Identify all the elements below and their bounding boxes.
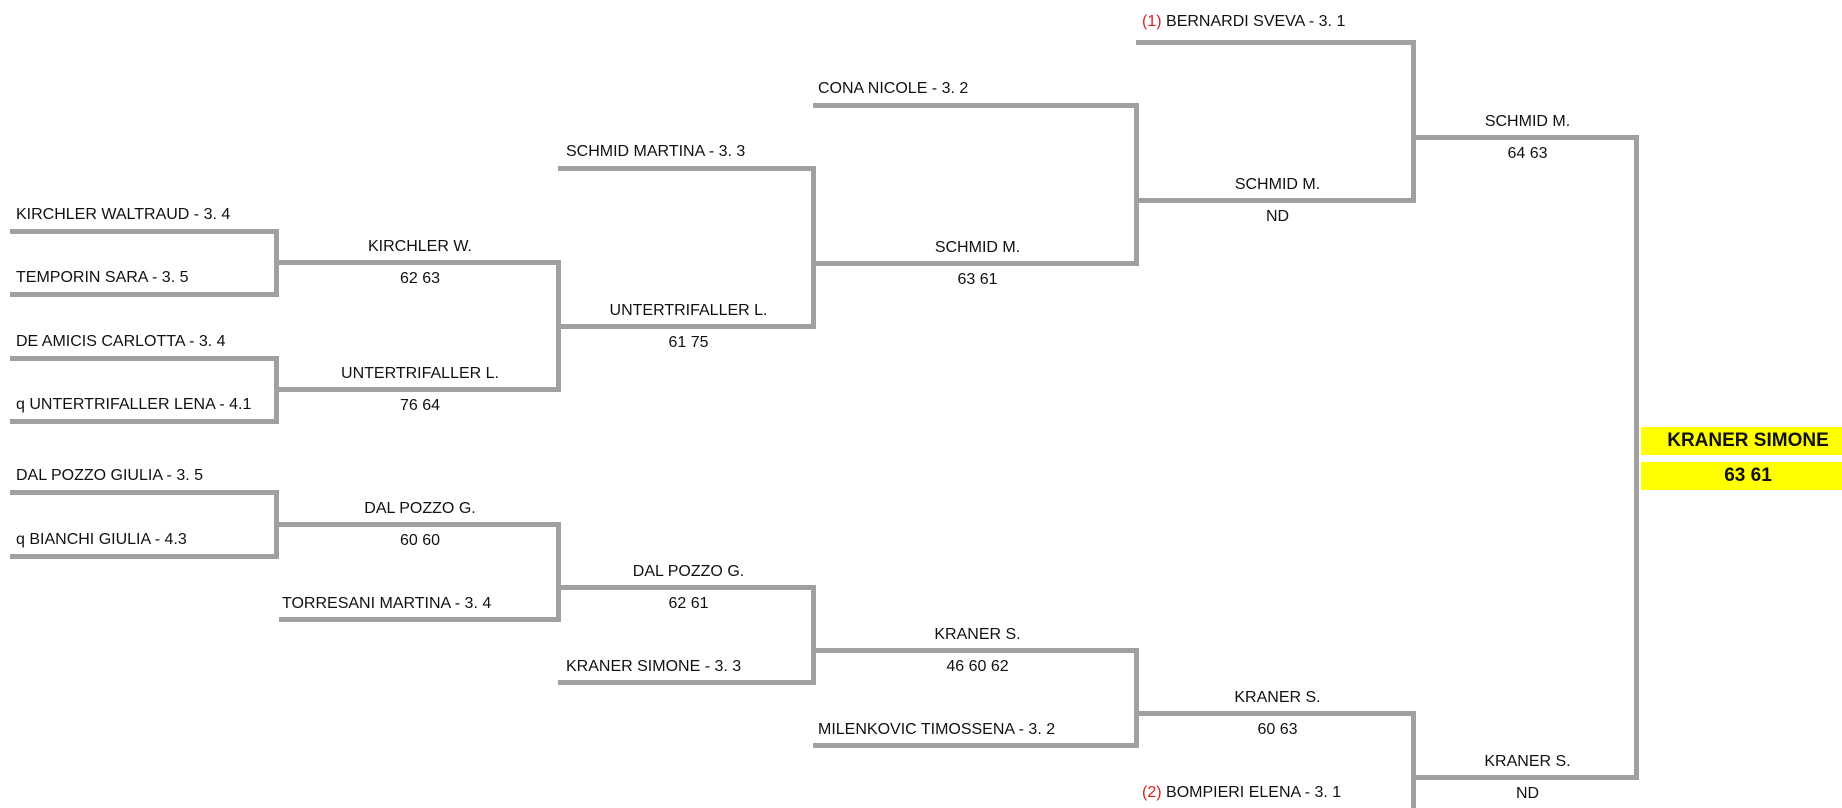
bracket-line	[1416, 135, 1639, 140]
bracket-line	[10, 490, 279, 495]
bracket-line	[1416, 775, 1639, 780]
entrant-label: BERNARDI SVEVA - 3. 1	[1166, 13, 1346, 30]
bracket-line	[10, 554, 279, 559]
match-score: 61 75	[668, 334, 709, 351]
bracket-line	[10, 292, 279, 297]
bracket-line	[279, 522, 561, 527]
match-score: 63 61	[957, 271, 998, 288]
seed-number: (1)	[1142, 13, 1162, 30]
bracket-line	[279, 617, 561, 622]
match-score: ND	[1265, 208, 1290, 225]
entrant-label: TEMPORIN SARA - 3. 5	[16, 269, 189, 286]
match-score: 46 60 62	[946, 658, 1009, 675]
match-score: 60 63	[1257, 721, 1298, 738]
entrant-label: DE AMICIS CARLOTTA - 3. 4	[16, 333, 226, 350]
match-winner: DAL POZZO G.	[632, 563, 745, 580]
seed-number: (2)	[1142, 784, 1162, 801]
match-winner: KIRCHLER W.	[367, 238, 472, 255]
bracket-line	[558, 166, 816, 171]
match-score: 76 64	[399, 397, 441, 414]
match-score: 64 63	[1507, 145, 1548, 162]
entrant-label: KRANER SIMONE - 3. 3	[566, 658, 742, 675]
match-winner: UNTERTRIFALLER L.	[609, 302, 768, 319]
bracket-line	[279, 260, 561, 265]
match-score: 62 61	[668, 595, 709, 612]
champion-score: 63 61	[1641, 462, 1842, 490]
bracket-line	[1139, 711, 1416, 716]
entrant-label: CONA NICOLE - 3. 2	[818, 80, 969, 97]
match-winner: UNTERTRIFALLER L.	[341, 365, 499, 382]
match-winner: KRANER S.	[1484, 753, 1571, 770]
entrant-label: q BIANCHI GIULIA - 4.3	[16, 531, 187, 548]
match-score: 60 60	[399, 532, 441, 549]
match-winner: KRANER S.	[1234, 689, 1321, 706]
bracket-line	[816, 261, 1139, 266]
match-winner: SCHMID M.	[934, 239, 1021, 256]
seeded-entrant	[1142, 12, 1412, 32]
bracket-line	[10, 356, 279, 361]
bracket-line	[1139, 198, 1416, 203]
bracket-line	[558, 680, 816, 685]
seeded-entrant	[1142, 783, 1412, 803]
match-score: ND	[1515, 785, 1540, 802]
bracket-line	[813, 103, 1139, 108]
entrant-label: q UNTERTRIFALLER LENA - 4.1	[16, 396, 252, 413]
bracket-line	[1136, 40, 1416, 45]
bracket-line	[10, 419, 279, 424]
entrant-label: DAL POZZO GIULIA - 3. 5	[16, 467, 204, 484]
bracket-line	[279, 387, 561, 392]
entrant-label: SCHMID MARTINA - 3. 3	[566, 143, 746, 160]
entrant-label: KIRCHLER WALTRAUD - 3. 4	[16, 206, 231, 223]
match-winner: SCHMID M.	[1234, 176, 1321, 193]
bracket-line	[816, 648, 1139, 653]
match-winner: SCHMID M.	[1484, 113, 1571, 130]
match-score: 62 63	[399, 270, 441, 287]
champion-name: KRANER SIMONE	[1641, 427, 1842, 455]
entrant-label: TORRESANI MARTINA - 3. 4	[282, 595, 492, 612]
entrant-label: BOMPIERI ELENA - 3. 1	[1166, 784, 1342, 801]
match-winner: DAL POZZO G.	[364, 500, 476, 517]
bracket-line	[813, 743, 1139, 748]
bracket-connector	[1634, 135, 1639, 780]
bracket-line	[561, 324, 816, 329]
bracket-line	[561, 585, 816, 590]
match-winner: KRANER S.	[934, 626, 1021, 643]
bracket-line	[10, 229, 279, 234]
entrant-label: MILENKOVIC TIMOSSENA - 3. 2	[818, 721, 1056, 738]
